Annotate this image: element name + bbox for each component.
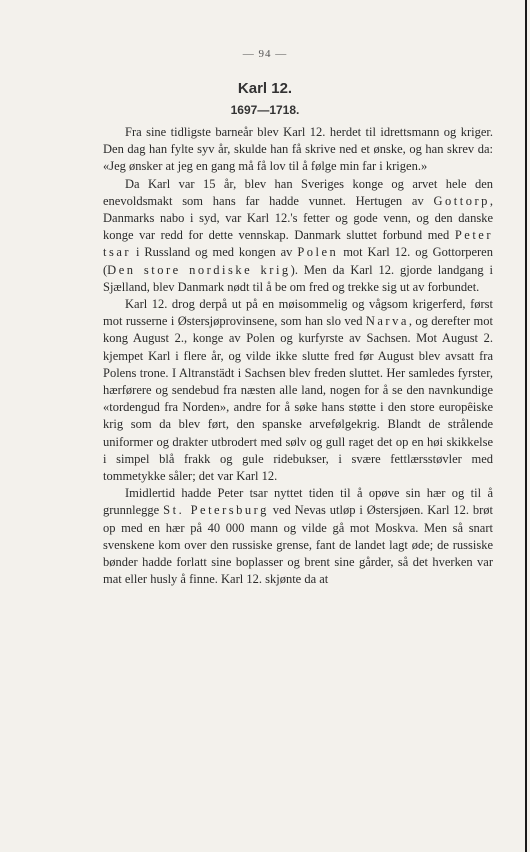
paragraph [103, 296, 493, 485]
spaced-term: Narva [365, 314, 409, 329]
spaced-term: Peter tsar [103, 228, 493, 260]
paragraph [103, 124, 493, 176]
text-run: Da Karl var 15 år, blev han Sveriges konge og arvet hele den enevoldsmakt som hans far hadde vunnet. Hertugen av [103, 176, 493, 208]
page-edge-line [525, 0, 527, 852]
text-run: ). Men da Karl 12. gjorde landgang i Sjælland, blev Danmark nødt til å be om fred og trekke sig ut av forbundet. [103, 262, 493, 294]
text-run: Karl 12. drog derpå ut på en møisommelig og vågsom krigerferd, først mot russerne i Østersjøprovinsene, som han slo ved [103, 297, 493, 329]
chapter-years: 1697—1718. [230, 103, 300, 117]
chapter-title: Karl 12. [237, 80, 293, 97]
spaced-term: Polen [297, 245, 339, 260]
spaced-term: Den store nordiske krig [107, 262, 291, 277]
text-run: Imidlertid hadde Peter tsar nyttet tiden til å opøve sin hær og til å grunnlegge [103, 486, 493, 518]
paragraph [103, 485, 493, 588]
paragraph [103, 176, 493, 296]
text-run: mot Karl 12. og Gottorperen ( [103, 245, 493, 277]
spaced-term: St. Petersburg [163, 503, 269, 518]
spaced-term: Gottorp [433, 193, 490, 208]
text-run: Fra sine tidligste barneår blev Karl 12. herdet til idrettsmann og kriger. Den dag han fylte syv år, skulde han få skrive ned et ønske, og han skrev da: «Jeg ønsker at jeg en gang må få lov til å følge min far i krigen.» [103, 125, 493, 174]
page-number: — 94 — [242, 48, 288, 60]
text-run: i Russland og med kongen av [131, 245, 298, 260]
body-text [103, 124, 493, 588]
text-run: , Danmarks nabo i syd, var Karl 12.'s fetter og gode venn, og den danske konge var redd for dette vennskap. Danmark sluttet forbund med [103, 193, 493, 243]
text-run: ved Nevas utløp i Østersjøen. Karl 12. brøt op med en hær på 40 000 mann og vilde gå mot Moskva. Men så snart svenskene kom over den russiske grense, fant de landet lagt øde; de russiske bønder hadde forlatt sine boplasser og brent sine gårder, så det hverken var mat eller husly å finne. Karl 12. skjønte da at [103, 503, 494, 587]
text-run: , og derefter mot kong August 2., konge av Polen og kurfyrste av Sachsen. Mot August 2. kjempet Karl i flere år, og vilde ikke slutte fred før August blev avsatt fra Polens trone. I Altranstädt i Sachsen blev freden sluttet. Her samledes fyrster, hærførere og sendebud fra næsten alle land, nogen for å se den navnkundige «tordengud fra Norden», andre for å søke hans støtte i den store europêiske krig som da blev ført, den spanske arvefølgekrig. Blandt de strålende uniformer og drakter utbrodert med sølv og gull raget det op en høi skikkelse i simpel blå frakk og gule ridebukser, i svære fettlærsstøvler med tommetykke såler; det var Karl 12. [103, 314, 493, 484]
